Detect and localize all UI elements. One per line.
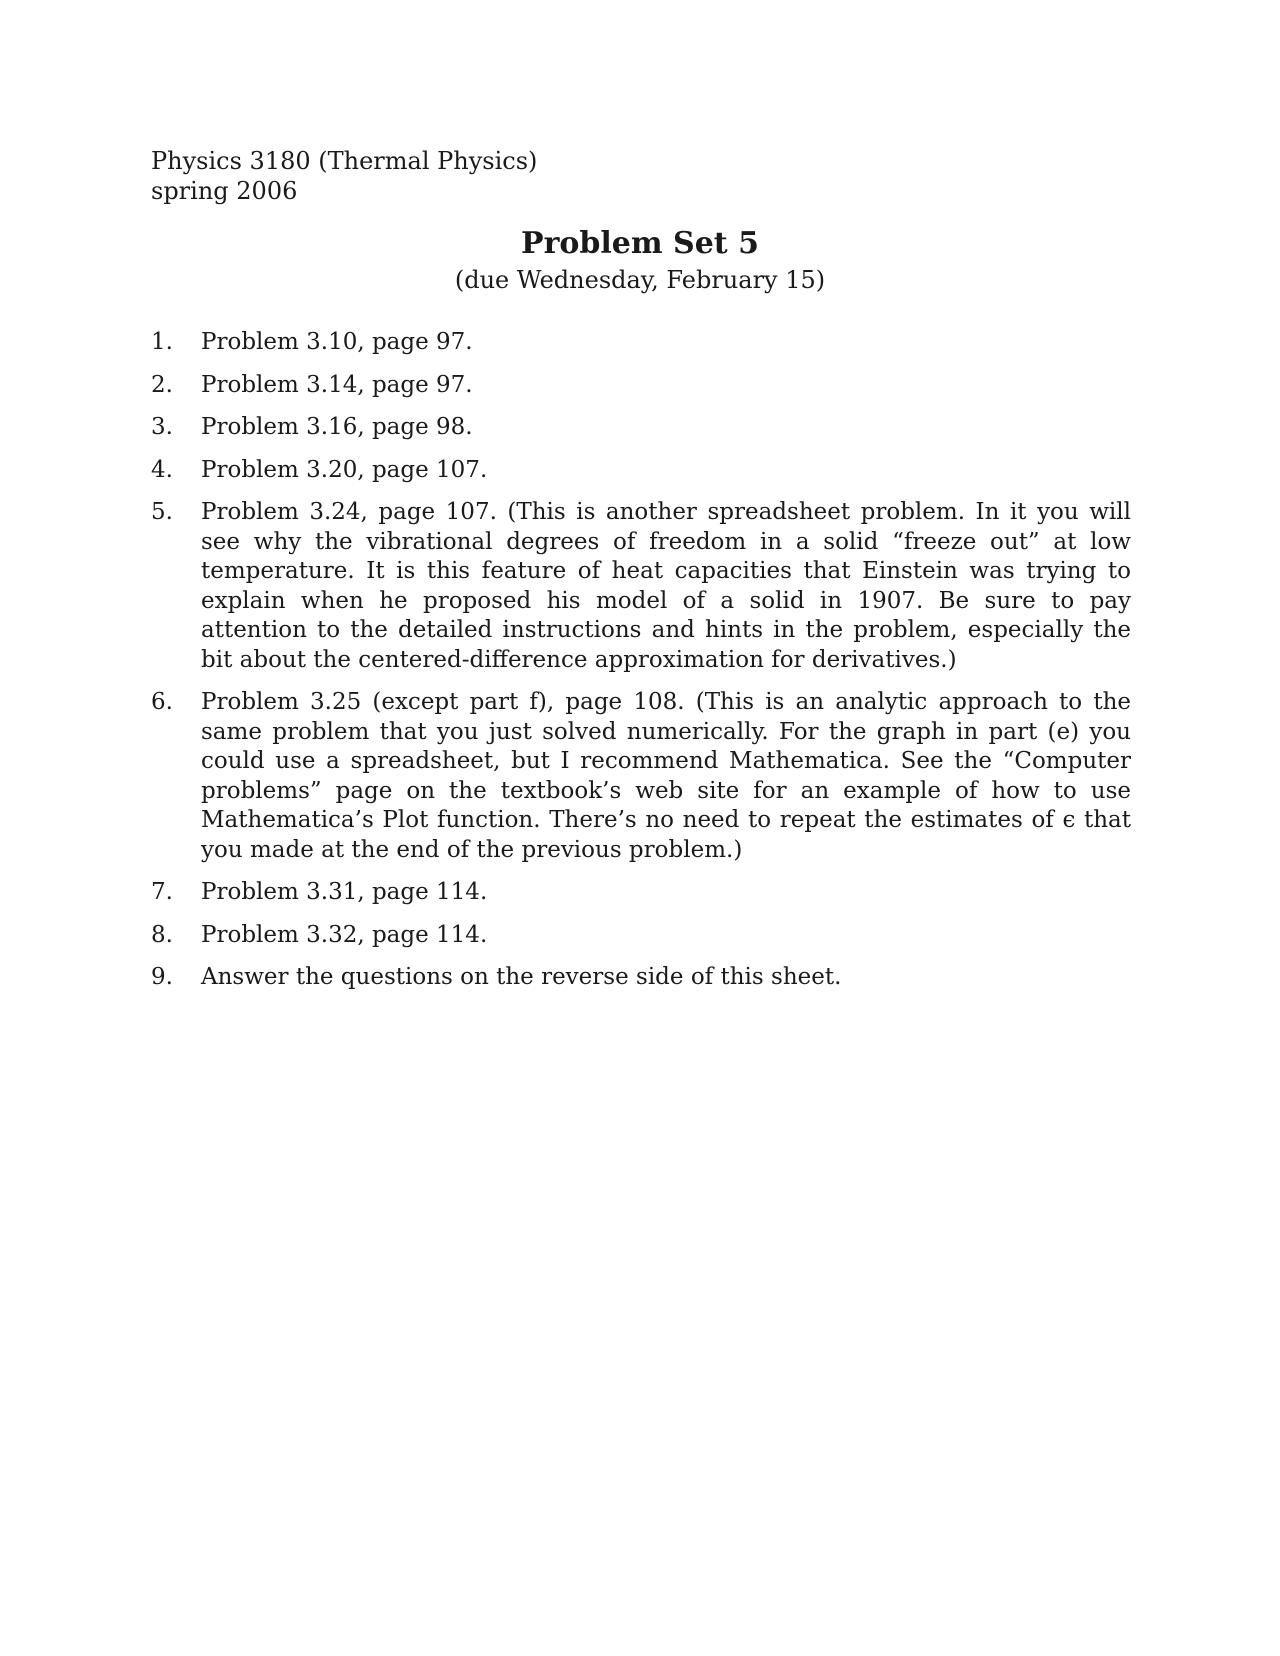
problem-number: 6. [151,689,173,715]
due-date: (due Wednesday, February 15) [454,266,826,294]
problem-text: Problem 3.32, page 114. [201,921,488,948]
problem-item-9 [151,963,1131,993]
problem-text: Problem 3.20, page 107. [201,456,488,483]
problem-item-4 [151,456,1131,486]
problem-list [151,328,1131,1006]
problem-item-8 [151,921,1131,951]
course-name: Physics 3180 (Thermal Physics) [151,147,538,175]
problem-text: Problem 3.10, page 97. [201,329,473,355]
problem-number: 1. [151,329,173,355]
problem-item-6 [151,688,1131,865]
problem-text: Problem 3.16, page 98. [201,414,473,440]
problem-item-2 [151,371,1131,401]
problem-text: Problem 3.25 (except part f), page 108. (This is an analytic approach to the same problem that you just solved numerically. For the graph in part (e) you could use a spreadsheet, but I recommend Mathematica. See the “Computer problems” page on the textbook’s web site for an example of how to use Mathematica’s Plot function. There’s no need to repeat the estimates of ϵ that you made at the end of the previous problem.) [201,689,1131,863]
problem-number: 2. [151,371,173,398]
problem-number: 8. [151,921,173,948]
problem-number: 5. [151,499,173,525]
problem-text: Problem 3.24, page 107. (This is another spreadsheet problem. In it you will see why the vibrational degrees of freedom in a solid “freeze out” at low temperature. It is this feature of heat capacities that Einstein was trying to explain when he proposed his model of a solid in 1907. Be sure to pay attention to the detailed instructions and hints in the problem, especially the bit about the centered-difference approximation for derivatives.) [201,499,1131,673]
page-title: Problem Set 5 [521,226,759,261]
problem-item-1 [151,328,1131,358]
problem-text: Answer the questions on the reverse side of this sheet. [201,964,842,990]
problem-item-5 [151,498,1131,675]
problem-number: 7. [151,879,173,905]
problem-number: 3. [151,414,173,440]
problem-number: 4. [151,456,173,483]
problem-text: Problem 3.31, page 114. [201,879,488,905]
title-block [0,224,1280,296]
problem-item-3 [151,413,1131,443]
problem-text: Problem 3.14, page 97. [201,371,473,398]
problem-number: 9. [151,964,173,990]
course-header [151,146,537,206]
problem-item-7 [151,878,1131,908]
course-term: spring 2006 [151,177,298,205]
